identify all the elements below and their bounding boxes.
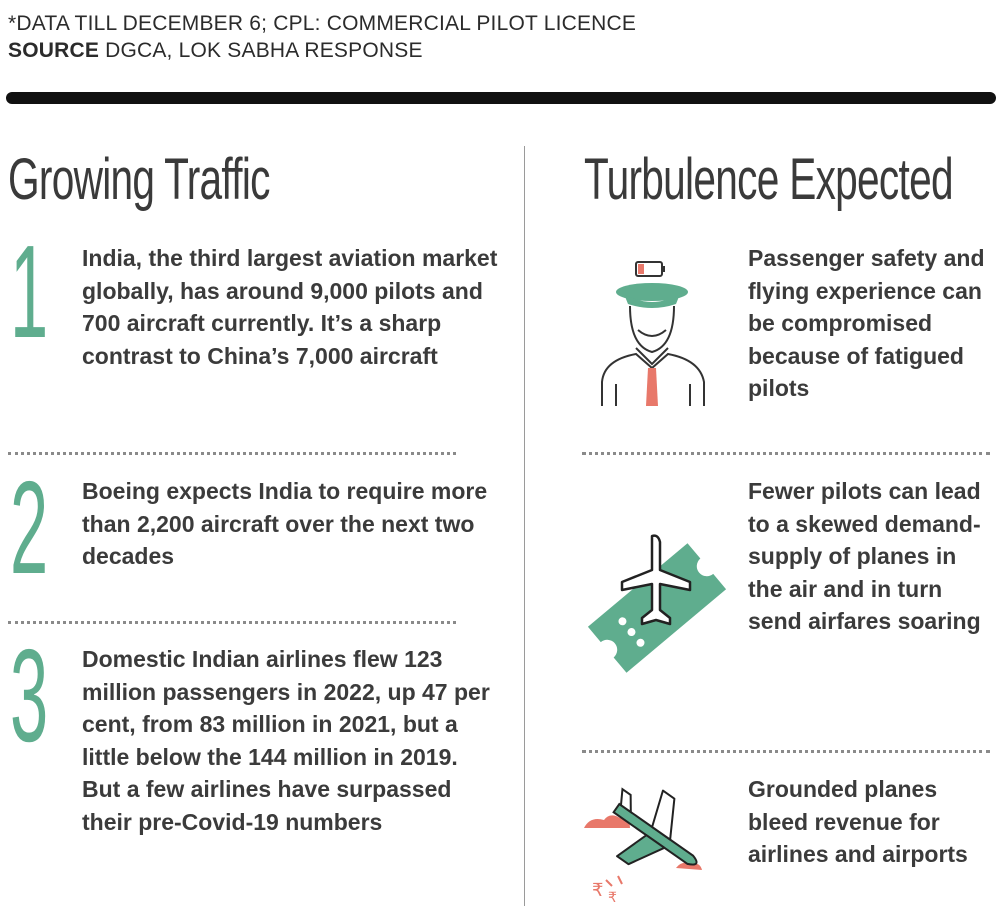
plane-ticket-icon	[582, 528, 732, 688]
growing-traffic-heading: Growing Traffic	[8, 147, 270, 212]
grounded-plane-rupee-icon	[578, 776, 728, 906]
item-number-3: 3	[10, 622, 49, 769]
item-number-1: 1	[10, 218, 49, 365]
footnote-note: *DATA TILL DECEMBER 6; CPL: COMMERCIAL PILOT LICENCE	[8, 12, 637, 35]
footnote	[8, 10, 636, 64]
growing-traffic-item-3: Domestic Indian airlines flew 123 million passengers in 2022, up 47 per cent, from 83 million in 2021, but a little below the 144 million in 2019. But a few airlines have surpassed their pre-Covid-19 numbers	[82, 646, 490, 835]
growing-traffic-item-2: Boeing expects India to require more than 2,200 aircraft over the next two decades	[82, 478, 488, 569]
source-text: DGCA, LOK SABHA RESPONSE	[99, 39, 423, 62]
dotted-divider	[8, 621, 456, 624]
header-rule	[6, 92, 996, 104]
turbulence-item-3: Grounded planes bleed revenue for airlines and airports	[748, 776, 968, 867]
turbulence-expected-heading: Turbulence Expected	[584, 147, 953, 212]
dotted-divider	[582, 750, 990, 753]
growing-traffic-item-1: India, the third largest aviation market globally, has around 9,000 pilots and 700 aircraft currently. It’s a sharp contrast to China’s 7,000 aircraft	[82, 245, 498, 369]
source-label: SOURCE	[8, 39, 100, 62]
tired-pilot-icon	[596, 260, 712, 410]
turbulence-item-2: Fewer pilots can lead to a skewed demand-supply of planes in the air and in turn send airfares soaring	[748, 478, 981, 634]
turbulence-item-1: Passenger safety and flying experience can be compromised because of fatigued pilots	[748, 245, 985, 401]
dotted-divider	[582, 452, 990, 455]
svg-text:₹: ₹	[608, 890, 617, 906]
svg-text:₹: ₹	[592, 880, 604, 901]
item-number-2: 2	[10, 454, 49, 601]
column-divider	[524, 146, 525, 906]
footnote-source	[8, 37, 636, 64]
dotted-divider	[8, 452, 456, 455]
